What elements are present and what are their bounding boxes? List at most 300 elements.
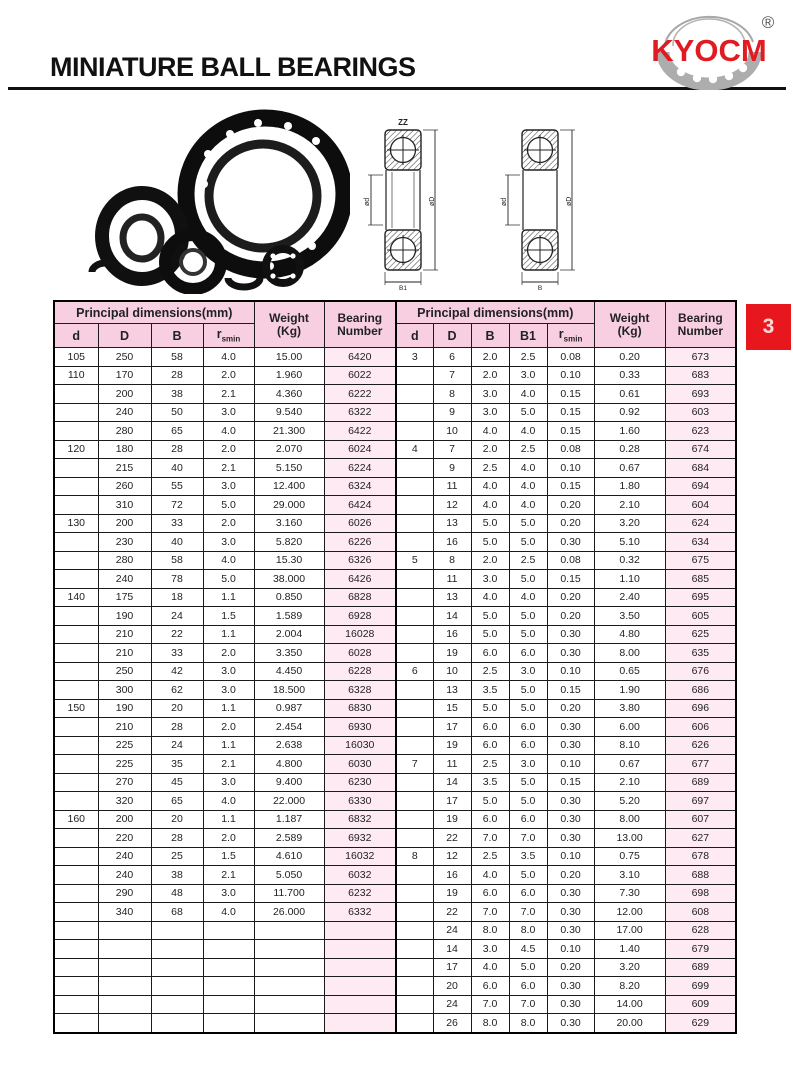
table-cell: 0.15 xyxy=(547,385,594,404)
table-cell: 6.00 xyxy=(594,718,665,737)
table-cell: 1.187 xyxy=(254,810,324,829)
table-cell: 6230 xyxy=(324,773,396,792)
table-cell xyxy=(254,921,324,940)
table-cell xyxy=(98,977,151,996)
table-cell: 0.20 xyxy=(547,514,594,533)
table-cell: 40 xyxy=(151,459,203,478)
table-cell: 6420 xyxy=(324,348,396,367)
table-cell xyxy=(396,477,433,496)
table-cell xyxy=(396,866,433,885)
table-cell: 0.20 xyxy=(547,496,594,515)
table-cell: 6332 xyxy=(324,903,396,922)
table-cell: 6024 xyxy=(324,440,396,459)
table-cell: 16030 xyxy=(324,736,396,755)
table-cell: 4.0 xyxy=(471,958,509,977)
table-cell: 280 xyxy=(98,422,151,441)
table-cell: 603 xyxy=(665,403,736,422)
table-cell xyxy=(54,866,98,885)
table-cell: 7 xyxy=(396,755,433,774)
table-cell: 689 xyxy=(665,773,736,792)
table-cell: 190 xyxy=(98,699,151,718)
table-cell: 6.0 xyxy=(471,977,509,996)
table-cell: 6224 xyxy=(324,459,396,478)
table-cell: 2.10 xyxy=(594,773,665,792)
table-cell: 6.0 xyxy=(509,977,547,996)
table-cell: 2.5 xyxy=(509,551,547,570)
table-row xyxy=(54,570,736,589)
table-cell: 3.0 xyxy=(471,570,509,589)
table-cell: 0.32 xyxy=(594,551,665,570)
table-cell: 13 xyxy=(433,588,471,607)
table-cell: 0.20 xyxy=(547,958,594,977)
table-cell: 19 xyxy=(433,884,471,903)
table-cell: 0.30 xyxy=(547,736,594,755)
table-cell: 1.60 xyxy=(594,422,665,441)
table-cell: 0.10 xyxy=(547,366,594,385)
table-cell: 0.15 xyxy=(547,422,594,441)
table-cell: 4.0 xyxy=(203,348,254,367)
table-row xyxy=(54,792,736,811)
table-cell: 4.0 xyxy=(471,477,509,496)
table-cell: 230 xyxy=(98,533,151,552)
table-row xyxy=(54,958,736,977)
principal-dimensions-header: Principal dimensions(mm) xyxy=(396,301,594,324)
table-cell: 685 xyxy=(665,570,736,589)
table-cell: 4.0 xyxy=(203,551,254,570)
bore-dim-label: ød xyxy=(364,197,371,206)
table-cell: 0.28 xyxy=(594,440,665,459)
column-header-b1: B1 xyxy=(509,324,547,348)
table-cell: 6930 xyxy=(324,718,396,737)
table-cell: 55 xyxy=(151,477,203,496)
table-cell xyxy=(396,810,433,829)
table-cell: 3.0 xyxy=(203,884,254,903)
table-cell: 26.000 xyxy=(254,903,324,922)
table-row xyxy=(54,866,736,885)
table-cell: 0.08 xyxy=(547,348,594,367)
table-cell: 5.050 xyxy=(254,866,324,885)
table-cell: 3.0 xyxy=(203,662,254,681)
table-cell: 678 xyxy=(665,847,736,866)
table-cell: 8.0 xyxy=(471,1014,509,1033)
table-cell: 310 xyxy=(98,496,151,515)
table-cell xyxy=(54,792,98,811)
table-row xyxy=(54,977,736,996)
table-cell xyxy=(54,755,98,774)
table-cell: 5.0 xyxy=(509,699,547,718)
table-cell: 250 xyxy=(98,662,151,681)
table-cell: 12.400 xyxy=(254,477,324,496)
table-cell: 2.5 xyxy=(509,440,547,459)
table-cell: 38.000 xyxy=(254,570,324,589)
table-cell: 0.65 xyxy=(594,662,665,681)
page-number-tab: 3 xyxy=(746,304,791,350)
table-cell: 250 xyxy=(98,348,151,367)
table-cell: 200 xyxy=(98,385,151,404)
table-cell: 8.0 xyxy=(509,921,547,940)
table-cell: 0.15 xyxy=(547,403,594,422)
table-cell: 240 xyxy=(98,570,151,589)
table-cell: 215 xyxy=(98,459,151,478)
table-cell xyxy=(54,829,98,848)
table-cell: 676 xyxy=(665,662,736,681)
table-cell: 28 xyxy=(151,366,203,385)
table-cell: 7.0 xyxy=(471,903,509,922)
table-cell: 15.30 xyxy=(254,551,324,570)
table-cell: 5.0 xyxy=(509,514,547,533)
table-cell: 623 xyxy=(665,422,736,441)
table-cell xyxy=(254,995,324,1014)
table-cell: 6928 xyxy=(324,607,396,626)
column-header-b: B xyxy=(471,324,509,348)
table-cell: 3.80 xyxy=(594,699,665,718)
table-cell xyxy=(396,792,433,811)
table-cell: 3.350 xyxy=(254,644,324,663)
table-cell xyxy=(54,459,98,478)
table-cell: 0.20 xyxy=(547,588,594,607)
table-cell: 4.360 xyxy=(254,385,324,404)
table-cell: 6328 xyxy=(324,681,396,700)
table-cell: 6.0 xyxy=(509,718,547,737)
table-cell: 688 xyxy=(665,866,736,885)
table-cell: 634 xyxy=(665,533,736,552)
table-cell xyxy=(324,977,396,996)
table-cell: 22 xyxy=(433,903,471,922)
table-row xyxy=(54,496,736,515)
table-row xyxy=(54,477,736,496)
table-cell: 11 xyxy=(433,755,471,774)
table-cell: 0.15 xyxy=(547,477,594,496)
table-cell: 220 xyxy=(98,829,151,848)
table-cell: 5 xyxy=(396,551,433,570)
table-cell xyxy=(396,773,433,792)
table-cell: 2.0 xyxy=(203,514,254,533)
table-cell: 4.0 xyxy=(203,903,254,922)
table-cell: 683 xyxy=(665,366,736,385)
table-cell: 3.10 xyxy=(594,866,665,885)
table-cell: 2.40 xyxy=(594,588,665,607)
table-cell: 5.20 xyxy=(594,792,665,811)
table-cell xyxy=(54,533,98,552)
table-cell xyxy=(254,1014,324,1033)
table-cell: 699 xyxy=(665,977,736,996)
table-cell: 11 xyxy=(433,570,471,589)
table-cell: 4.80 xyxy=(594,625,665,644)
table-cell: 6.0 xyxy=(471,884,509,903)
table-cell: 675 xyxy=(665,551,736,570)
table-cell: 1.40 xyxy=(594,940,665,959)
table-row xyxy=(54,644,736,663)
table-cell: 300 xyxy=(98,681,151,700)
table-cell xyxy=(54,644,98,663)
table-cell: 8 xyxy=(433,551,471,570)
table-cell: 686 xyxy=(665,681,736,700)
table-cell: 2.5 xyxy=(471,755,509,774)
table-cell: 0.15 xyxy=(547,773,594,792)
table-cell: 110 xyxy=(54,366,98,385)
table-cell: 689 xyxy=(665,958,736,977)
table-cell: 210 xyxy=(98,718,151,737)
table-cell: 2.589 xyxy=(254,829,324,848)
table-cell xyxy=(54,477,98,496)
table-cell xyxy=(396,644,433,663)
table-cell xyxy=(151,940,203,959)
table-cell: 22.000 xyxy=(254,792,324,811)
table-row xyxy=(54,440,736,459)
table-row xyxy=(54,681,736,700)
table-cell: 2.004 xyxy=(254,625,324,644)
table-cell: 2.0 xyxy=(203,644,254,663)
table-cell: 4.0 xyxy=(509,588,547,607)
table-cell: 693 xyxy=(665,385,736,404)
table-cell: 13.00 xyxy=(594,829,665,848)
table-cell: 6.0 xyxy=(509,810,547,829)
table-cell: 8 xyxy=(396,847,433,866)
table-cell: 6932 xyxy=(324,829,396,848)
table-cell: 3.20 xyxy=(594,958,665,977)
table-cell xyxy=(396,699,433,718)
table-cell: 2.638 xyxy=(254,736,324,755)
table-row xyxy=(54,403,736,422)
table-cell xyxy=(203,995,254,1014)
table-cell: 20 xyxy=(433,977,471,996)
table-cell xyxy=(396,607,433,626)
table-cell: 2.5 xyxy=(471,662,509,681)
table-cell xyxy=(54,551,98,570)
table-cell: 120 xyxy=(54,440,98,459)
table-cell: 6324 xyxy=(324,477,396,496)
table-cell: 0.08 xyxy=(547,551,594,570)
table-cell: 8.0 xyxy=(471,921,509,940)
table-cell: 130 xyxy=(54,514,98,533)
table-cell: 604 xyxy=(665,496,736,515)
table-cell: 2.0 xyxy=(471,551,509,570)
table-cell xyxy=(254,940,324,959)
outer-dim-label: øD xyxy=(429,196,436,206)
table-cell: 3.5 xyxy=(471,681,509,700)
table-cell: 24 xyxy=(151,736,203,755)
table-cell xyxy=(54,995,98,1014)
table-cell: 58 xyxy=(151,348,203,367)
table-cell: 607 xyxy=(665,810,736,829)
table-cell: 22 xyxy=(433,829,471,848)
table-row xyxy=(54,625,736,644)
table-cell: 6 xyxy=(396,662,433,681)
cross-section-drawings xyxy=(362,116,582,292)
table-cell: 340 xyxy=(98,903,151,922)
table-cell: 697 xyxy=(665,792,736,811)
table-cell: 7 xyxy=(433,440,471,459)
table-cell: 4.0 xyxy=(471,866,509,885)
table-cell xyxy=(54,940,98,959)
table-cell: 679 xyxy=(665,940,736,959)
bearing-number-header: Bearing Number xyxy=(324,301,396,348)
table-cell: 15.00 xyxy=(254,348,324,367)
table-cell: 225 xyxy=(98,755,151,774)
table-cell: 24 xyxy=(433,921,471,940)
table-cell: 5.0 xyxy=(509,773,547,792)
table-cell: 8.00 xyxy=(594,644,665,663)
table-cell: 624 xyxy=(665,514,736,533)
table-cell: 16032 xyxy=(324,847,396,866)
table-cell: 9.540 xyxy=(254,403,324,422)
table-cell: 14.00 xyxy=(594,995,665,1014)
table-cell: 0.75 xyxy=(594,847,665,866)
table-cell: 6.0 xyxy=(471,736,509,755)
table-cell: 2.5 xyxy=(509,348,547,367)
table-row xyxy=(54,940,736,959)
table-cell: 626 xyxy=(665,736,736,755)
table-cell: 0.30 xyxy=(547,903,594,922)
table-cell: 20 xyxy=(151,699,203,718)
table-cell xyxy=(396,921,433,940)
table-cell: 8 xyxy=(433,385,471,404)
table-cell: 6828 xyxy=(324,588,396,607)
cross-section-shielded xyxy=(364,118,438,292)
column-header-r: $r_{smin}$ xyxy=(547,324,594,348)
kyocm-logo xyxy=(633,8,788,90)
table-cell: 62 xyxy=(151,681,203,700)
table-cell: 0.30 xyxy=(547,718,594,737)
table-cell: 698 xyxy=(665,884,736,903)
table-cell: 7.0 xyxy=(509,829,547,848)
table-cell: 6.0 xyxy=(509,884,547,903)
table-cell: 13 xyxy=(433,514,471,533)
table-cell xyxy=(396,903,433,922)
table-cell xyxy=(396,385,433,404)
table-cell: 16028 xyxy=(324,625,396,644)
table-cell: 605 xyxy=(665,607,736,626)
table-cell: 6.0 xyxy=(509,644,547,663)
table-cell: 78 xyxy=(151,570,203,589)
table-row xyxy=(54,736,736,755)
table-cell xyxy=(98,958,151,977)
table-cell xyxy=(54,958,98,977)
table-cell: 696 xyxy=(665,699,736,718)
table-cell: 21.300 xyxy=(254,422,324,441)
table-cell: 3.0 xyxy=(509,662,547,681)
table-cell: 5.0 xyxy=(509,958,547,977)
outer-dim-label: øD xyxy=(566,196,573,206)
table-cell: 5.0 xyxy=(509,681,547,700)
table-cell: 280 xyxy=(98,551,151,570)
table-cell: 5.0 xyxy=(509,570,547,589)
table-cell xyxy=(324,958,396,977)
table-cell xyxy=(396,958,433,977)
table-cell: 3.0 xyxy=(203,533,254,552)
table-cell: 5.0 xyxy=(509,866,547,885)
table-cell: 24 xyxy=(151,607,203,626)
table-cell: 3.0 xyxy=(203,477,254,496)
table-cell: 1.90 xyxy=(594,681,665,700)
table-cell: 4.450 xyxy=(254,662,324,681)
column-header-r: $r_{smin}$ xyxy=(203,324,254,348)
table-cell: 320 xyxy=(98,792,151,811)
table-cell: 11.700 xyxy=(254,884,324,903)
table-cell: 0.30 xyxy=(547,921,594,940)
table-cell: 3.20 xyxy=(594,514,665,533)
table-cell: 0.30 xyxy=(547,644,594,663)
table-cell: 4.800 xyxy=(254,755,324,774)
table-cell: 5.0 xyxy=(471,533,509,552)
shield-type-label: ZZ xyxy=(398,118,408,127)
table-cell: 6032 xyxy=(324,866,396,885)
table-cell: 0.10 xyxy=(547,847,594,866)
table-cell xyxy=(54,773,98,792)
table-cell: 684 xyxy=(665,459,736,478)
table-cell: 38 xyxy=(151,385,203,404)
table-cell: 0.30 xyxy=(547,792,594,811)
table-cell: 190 xyxy=(98,607,151,626)
table-cell: 29.000 xyxy=(254,496,324,515)
table-cell xyxy=(54,662,98,681)
table-cell: 2.0 xyxy=(203,440,254,459)
table-row xyxy=(54,533,736,552)
table-cell xyxy=(396,514,433,533)
table-cell: 0.30 xyxy=(547,533,594,552)
table-cell: 6330 xyxy=(324,792,396,811)
table-cell: 16 xyxy=(433,866,471,885)
table-cell: 2.1 xyxy=(203,459,254,478)
table-cell xyxy=(54,681,98,700)
table-cell: 1.1 xyxy=(203,625,254,644)
table-cell xyxy=(54,718,98,737)
table-cell: 17.00 xyxy=(594,921,665,940)
table-cell: 6832 xyxy=(324,810,396,829)
table-cell: 1.5 xyxy=(203,607,254,626)
table-cell: 105 xyxy=(54,348,98,367)
registered-mark: ® xyxy=(761,13,775,32)
table-cell: 8.20 xyxy=(594,977,665,996)
table-cell: 2.0 xyxy=(203,366,254,385)
dimensions-table xyxy=(53,300,737,1034)
table-cell xyxy=(396,625,433,644)
table-cell: 5.150 xyxy=(254,459,324,478)
table-cell xyxy=(203,977,254,996)
table-cell: 33 xyxy=(151,514,203,533)
table-cell: 6 xyxy=(433,348,471,367)
table-cell xyxy=(396,403,433,422)
table-cell: 5.0 xyxy=(509,607,547,626)
table-cell: 6326 xyxy=(324,551,396,570)
table-cell: 150 xyxy=(54,699,98,718)
table-cell: 19 xyxy=(433,644,471,663)
table-cell: 3.0 xyxy=(509,366,547,385)
width-b1-label: B1 xyxy=(399,285,407,292)
table-cell: 608 xyxy=(665,903,736,922)
table-cell: 12.00 xyxy=(594,903,665,922)
table-row xyxy=(54,847,736,866)
table-cell: 10 xyxy=(433,662,471,681)
table-cell: 5.0 xyxy=(509,403,547,422)
table-cell: 200 xyxy=(98,514,151,533)
table-cell: 629 xyxy=(665,1014,736,1033)
column-header-d: D xyxy=(98,324,151,348)
table-cell: 0.30 xyxy=(547,884,594,903)
table-cell: 25 xyxy=(151,847,203,866)
table-cell: 7.0 xyxy=(509,995,547,1014)
table-cell: 19 xyxy=(433,736,471,755)
table-cell: 674 xyxy=(665,440,736,459)
table-cell: 72 xyxy=(151,496,203,515)
table-cell: 24 xyxy=(433,995,471,1014)
table-cell: 26 xyxy=(433,1014,471,1033)
table-cell xyxy=(54,1014,98,1033)
table-cell: 625 xyxy=(665,625,736,644)
table-cell: 180 xyxy=(98,440,151,459)
table-cell xyxy=(254,958,324,977)
table-cell: 0.10 xyxy=(547,755,594,774)
